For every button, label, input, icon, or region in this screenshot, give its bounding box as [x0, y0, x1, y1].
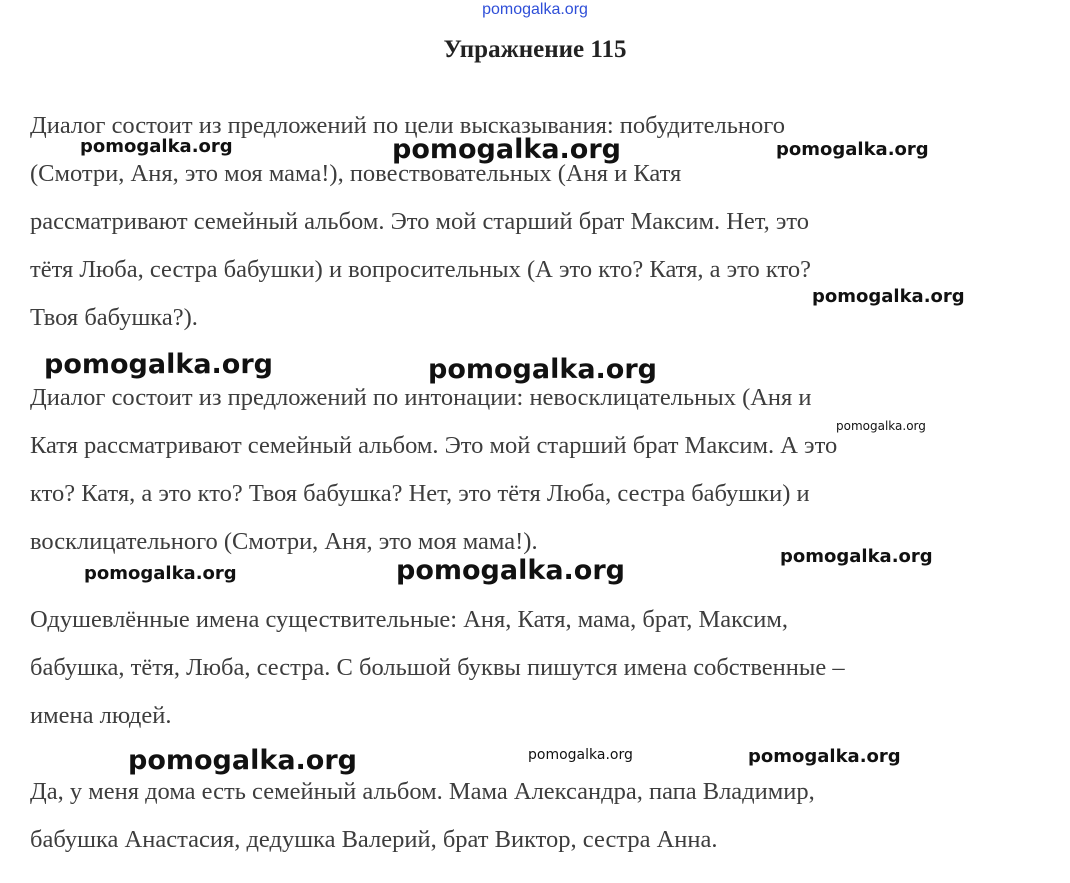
text-line: тётя Люба, сестра бабушки) и вопросительных (А это кто? Катя, а это кто?	[30, 256, 811, 283]
watermark: pomogalka.org	[528, 747, 633, 763]
text-line: Одушевлённые имена существительные: Аня, Катя, мама, брат, Максим,	[30, 606, 789, 633]
text-line: бабушка Анастасия, дедушка Валерий, брат Виктор, сестра Анна.	[30, 826, 718, 853]
text-line: Твоя бабушка?).	[30, 304, 198, 331]
text-line: рассматривают семейный альбом. Это мой старший брат Максим. Нет, это	[30, 208, 810, 235]
watermark: pomogalka.org	[396, 555, 625, 586]
text-line: бабушка, тётя, Люба, сестра. С большой буквы пишутся имена собственные –	[30, 654, 845, 681]
watermark: pomogalka.org	[128, 745, 357, 776]
text-line: Диалог состоит из предложений по цели высказывания: побудительного	[30, 112, 785, 139]
text-line: имена людей.	[30, 702, 172, 729]
text-line: Диалог состоит из предложений по интонации: невосклицательных (Аня и	[30, 384, 812, 411]
text-line: Да, у меня дома есть семейный альбом. Мама Александра, папа Владимир,	[30, 778, 815, 805]
watermark: pomogalka.org	[84, 563, 237, 584]
watermark: pomogalka.org	[392, 134, 621, 165]
site-link[interactable]: pomogalka.org	[482, 1, 588, 18]
watermark: pomogalka.org	[836, 419, 926, 433]
text-line: Катя рассматривают семейный альбом. Это мой старший брат Максим. А это	[30, 432, 838, 459]
watermark: pomogalka.org	[748, 746, 901, 767]
exercise-title: Упражнение 115	[443, 36, 627, 63]
watermark: pomogalka.org	[80, 136, 233, 157]
text-line: (Смотри, Аня, это моя мама!), повествовательных (Аня и Катя	[30, 160, 682, 187]
text-line: кто? Катя, а это кто? Твоя бабушка? Нет, это тётя Люба, сестра бабушки) и	[30, 480, 810, 507]
watermark: pomogalka.org	[428, 354, 657, 385]
paragraph-family-album	[30, 768, 1040, 864]
paragraph-intonation	[30, 374, 1040, 566]
watermark: pomogalka.org	[812, 286, 965, 307]
paragraph-animate-nouns	[30, 596, 1040, 740]
text-line: восклицательного (Смотри, Аня, это моя мама!).	[30, 528, 538, 555]
watermark: pomogalka.org	[776, 139, 929, 160]
watermark: pomogalka.org	[44, 349, 273, 380]
watermark: pomogalka.org	[780, 546, 933, 567]
